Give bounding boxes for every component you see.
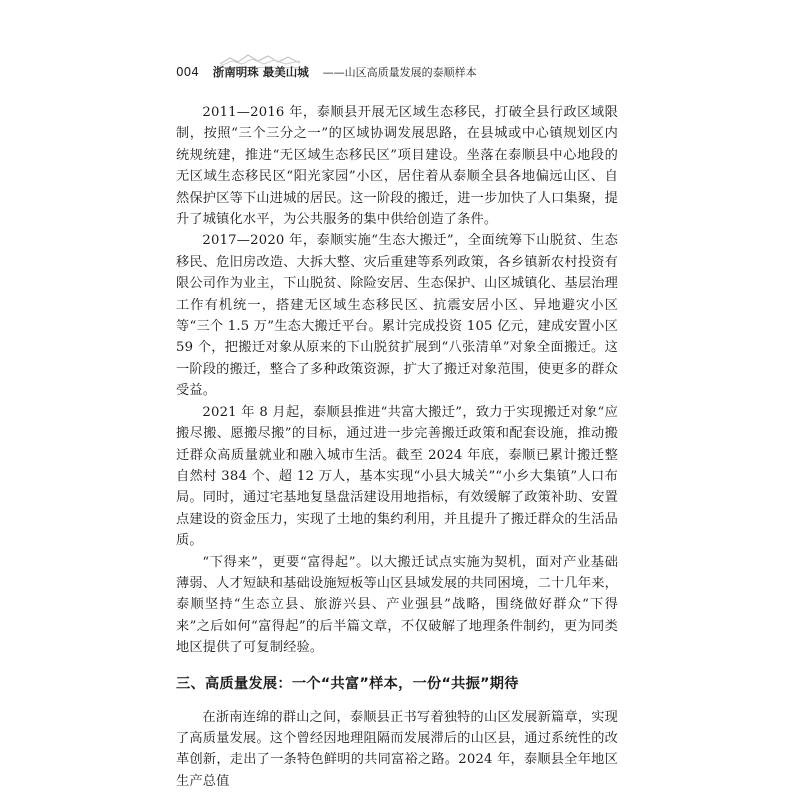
paragraph: 2021 年 8 月起，泰顺县推进“共富大搬迁”，致力于实现搬迁对象“应搬尽搬、愿搬尽搬”的目标，通过进一步完善搬迁政策和配套设施，推动搬迁群众高质量就业和融入城市生活。截至 2024 年底，泰顺已累计搬迁整自然村 384 个、超 12 万人，基本实现“小县大城关”“小乡大集镇”人口布局。同时，通过宅基地复垦盘活建设用地指标，有效缓解了政策补助、安置点建设的资金压力，实现了土地的集约利用，并且提升了搬迁群众的生活品质。 bbox=[176, 404, 618, 549]
body-text bbox=[176, 102, 618, 792]
paragraph: “下得来”，更要“富得起”。以大搬迁试点实施为契机，面对产业基础薄弱、人才短缺和基础设施短板等山区县域发展的共同困境，二十几年来，泰顺坚持“生态立县、旅游兴县、产业强县”战略，围绕做好群众“下得来”之后如何“富得起”的后半篇文章，不仅破解了地理条件制约，更为同类地区提供了可复制经验。 bbox=[176, 554, 618, 656]
book-subtitle: ——山区高质量发展的泰顺样本 bbox=[322, 66, 477, 79]
page-number: 004 bbox=[176, 65, 199, 79]
paragraph: 在浙南连绵的群山之间，泰顺县正书写着独特的山区发展新篇章，实现了高质量发展。这个曾经因地理阻隔而发展滞后的山区县，通过系统性的改革创新，走出了一条特色鲜明的共同富裕之路。2024 年，泰顺县全年地区生产总值 bbox=[176, 709, 618, 789]
paragraph: 2017—2020 年，泰顺实施“生态大搬迁”，全面统筹下山脱贫、生态移民、危旧房改造、大拆大整、灾后重建等系列政策，各乡镇新农村投资有限公司作为业主，下山脱贫、除险安居、生态保护、山区城镇化、基层治理工作有机统一，搭建无区域生态移民区、抗震安居小区、异地避灾小区等“三个 1.5 万”生态大搬迁平台。累计完成投资 105 亿元，建成安置小区 59 个，把搬迁对象从原来的下山脱贫扩展到“八张清单”对象全面搬迁。这一阶段的搬迁，整合了多种政策资源，扩大了搬迁对象范围，使更多的群众受益。 bbox=[176, 233, 618, 399]
book-title: 浙南明珠 最美山城 bbox=[212, 65, 309, 79]
section-heading: 三、高质量发展：一个“共富”样本，一份“共振”期待 bbox=[176, 675, 519, 692]
header-line bbox=[176, 64, 477, 80]
running-header bbox=[176, 52, 636, 82]
paragraph: 2011—2016 年，泰顺县开展无区域生态移民，打破全县行政区域限制，按照“三个三分之一”的区域协调发展思路，在县城或中心镇规划区内统规统建，推进“无区域生态移民区”项目建设。坐落在泰顺县中心地段的无区域生态移民区“阳光家园”小区，居住着从泰顺全县各地偏远山区、自然保护区等下山进城的居民。这一阶段的搬迁，进一步加快了人口集聚，提升了城镇化水平，为公共服务的集中供给创造了条件。 bbox=[176, 105, 618, 228]
